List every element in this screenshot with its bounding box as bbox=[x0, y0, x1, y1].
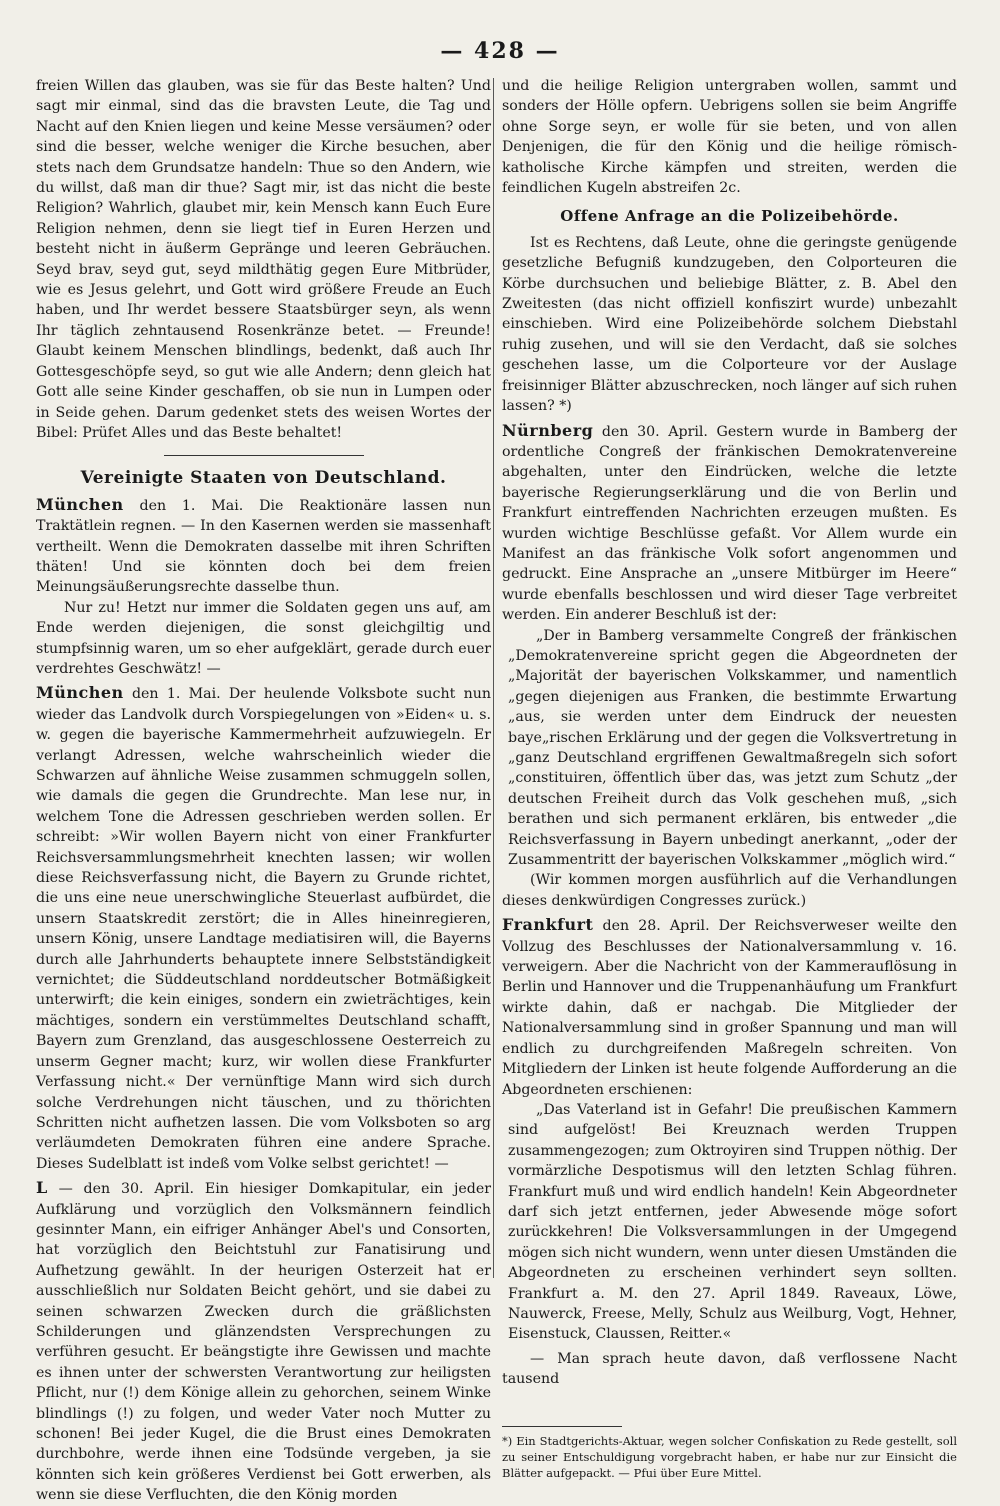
footnote-divider bbox=[502, 1426, 622, 1427]
article-frankfurt bbox=[502, 915, 957, 1100]
article-dateline: München bbox=[36, 494, 124, 514]
article-body: den 1. Mai. Der heulende Volksbote sucht nun wieder das Landvolk durch Vorspiegelungen von »Eiden« u. s. w. gegen die bayerische Kammermehrheit aufzuwiegeln. Er verlangt Adressen, welche wahrscheinlich wieder die Schwarzen auf ähnliche Weise zusammen schmuggeln sollen, wie damals die gegen die Grundrechte. Man lese nur, in welchem Tone die Adressen geschrieben werden sollen. Er schreibt: »Wir wollen Bayern nicht von einer Frankfurter Reichsversammlungsmehrheit knechten lassen; wir wollen diese Reichsverfassung nicht, die Bayern zu Grunde richtet, die uns eine neue unerschwingliche Steuerlast aufbürdet, die unsern Staatskredit zerstört; die in Alles hineinregieren, unsern König, unsere Landtage mediatisiren will, die Bayerns durch alle Jahrhunderts behauptete innere Selbstständigkeit vernichtet; die Süddeutschland norddeutscher Botmäßigkeit unterwirft; die kein einiges, sondern ein zwieträchtiges, kein mächtiges, sondern ein verstümmeltes Deutschland schafft, Bayern zum Grenzland, das ausgeschlossene Oesterreich zu unserm Gegner macht; kurz, wir wollen diese Frankfurter Verfassung nicht.« Der vernünftige Mann wird sich durch solche Verdrehungen nicht täuschen, und zu thörichten Schritten nicht aufhetzen lassen. Die vom Volksboten so arg verläumdeten Demokraten führen eine andere Sprache. Dieses Sudelblatt ist indeß vom Volke selbst gerichtet! — bbox=[36, 686, 492, 1172]
left-column bbox=[36, 76, 491, 1506]
article-body: den 28. April. Der Reichsverweser weilte den Vollzug des Beschlusses der Nationalversammlung v. 16. verweigern. Aber die Nachricht von der Kammerauflösung in Berlin und Hannover und die Truppenanhäufung um Frankfurt wirkte dahin, daß er nachgab. Die Mitglieder der Nationalversammlung sind in großer Spannung und man will endlich zu durchgreifenden Maßregeln schreiten. Von Mitgliedern der Linken ist heute folgende Aufforderung an die Abgeordneten erschienen: bbox=[502, 918, 957, 1098]
article-muenchen-1 bbox=[36, 495, 491, 598]
article-body: — den 30. April. Ein hiesiger Domkapitular, ein jeder Aufklärung und vorzüglich den Volksmännern feindlich gesinnter Mann, ein eifriger Anhänger Abel's und Consorten, hat vorzüglich den Beichtstuhl zur Fanatisirung und Aufhetzung gewählt. In der heurigen Osterzeit hat er ausschließlich nur Soldaten Beicht gehört, und sie dabei zu seinen schwarzen Zwecken durch die gräßlichsten Schilderungen und glänzendsten Versprechungen zu verführen gesucht. Er beängstigte ihre Gewissen und machte es ihnen unter der schwersten Verantwortung zur heiligsten Pflicht, nur (!) dem Könige allein zu gehorchen, seinem Winke blindlings (!) zu folgen, und weder Vater noch Mutter zu schonen! Bei jeder Kugel, die die Brust eines Demokraten durchbohre, werde ihnen eine Todsünde vergeben, ja sie könnten sich kein größeres Verdienst bei Gott erwerben, als wenn sie diese Verfluchten, die den König morden bbox=[36, 1181, 491, 1504]
appeal-quote: „Das Vaterland ist in Gefahr! Die preußischen Kammern sind aufgelöst! Bei Kreuznach werden Truppen zusammengezogen; zum Oktroyiren sind Truppen nöthig. Der vormärzliche Despotismus will den letzten Schlag führen. Frankfurt muß und wird endlich handeln! Kein Abgeordneter darf sich jetzt entfernen, jeder Abwesende möge sofort zurückkehren! Die Volksversammlungen in der Umgegend mögen sich nicht wundern, wenn unter diesen Umständen die Abgeordneten zu erscheinen verhindert seyn sollten. Frankfurt a. M. den 27. April 1849. Raveaux, Löwe, Nauwerck, Freese, Melly, Schulz aus Weilburg, Vogt, Hehner, Eisenstuck, Claussen, Reitter.« bbox=[508, 1101, 957, 1343]
footnote: *) Ein Stadtgerichts-Aktuar, wegen solcher Confiskation zu Rede gestellt, soll zu seiner Entschuldigung vorgebracht haben, er habe nur zur Einsicht die Blätter aufgepackt. — Pfui über Eure Mittel. bbox=[502, 1433, 957, 1480]
page-number: — 428 — bbox=[440, 38, 560, 64]
column-divider bbox=[493, 78, 494, 1278]
inquiry-paragraph: Ist es Rechtens, daß Leute, ohne die geringste genügende gesetzliche Befugniß kundzugeben, den Colporteuren die Körbe durchsuchen und beliebige Blätter, z. B. Abel den Zweitesten (das nicht offiziell konfiszirt wurde) unbezahlt einschieben. Wird eine Polizeibehörde solchem Diebstahl ruhig zusehen, und will sie den Verdacht, daß sie solches geschehen lasse, um die Colporteure vor der Auslage freisinniger Blätter abzuschrecken, noch länger auf sich ruhen lassen? *) bbox=[502, 234, 957, 415]
closing-paragraph: — Man sprach heute davon, daß verflossene Nacht tausend bbox=[502, 1350, 957, 1388]
article-dateline: L bbox=[36, 1178, 48, 1198]
section-divider bbox=[164, 455, 364, 456]
article-body: den 30. April. Gestern wurde in Bamberg der ordentliche Congreß der fränkischen Demokratenvereine abgehalten, unter den Eindrücken, welche die letzte bayerische Regierungserklärung und die von Berlin und Frankfurt eintreffenden Nachrichten erzeugen mußten. Es wurden wichtige Beschlüsse gefaßt. Vor Allem wurde ein Manifest an das fränkische Volk sofort angenommen und gedruckt. Eine Ansprache an „unsere Mitbürger im Heere“ wurde ebenfalls beschlossen und wird dieser Tage verbreitet werden. Ein anderer Beschluß ist der: bbox=[502, 423, 958, 624]
section-heading: Vereinigte Staaten von Deutschland. bbox=[80, 468, 447, 489]
editorial-note: (Wir kommen morgen ausführlich auf die Verhandlungen dieses denkwürdigen Congresses zurück.) bbox=[502, 872, 957, 909]
article-nuernberg bbox=[502, 421, 957, 626]
article-l bbox=[36, 1178, 491, 1506]
continuation-paragraph: und die heilige Religion untergraben wollen, sammt und sonders der Hölle opfern. Uebrigens sollen sie beim Angriffe ohne Sorge seyn, er wolle für sie beten, und von allen Denjenigen, die für den König und die heilige römisch-katholische Kirche kämpfen und streiten, werden die feindlichen Kugeln abstreifen 2c. bbox=[502, 78, 957, 197]
article-body-continued: Nur zu! Hetzt nur immer die Soldaten gegen uns auf, am Ende werden diejenigen, die sonst gleichgiltig und stumpfsinnig waren, um so eher aufgeklärt, gerade durch euer verdrehtes Geschwätz! — bbox=[36, 599, 491, 677]
right-column bbox=[502, 76, 957, 1481]
article-dateline: Nürnberg bbox=[502, 420, 594, 440]
article-body: den 1. Mai. Die Reaktionäre lassen nun Traktätlein regnen. — In den Kasernen werden sie massenhaft vertheilt. Wenn die Demokraten dasselbe mit ihren Schriften thäten! Und sie könnten doch bei dem freien Meinungsäußerungsrechte dasselbe thun. bbox=[36, 497, 491, 596]
article-dateline: München bbox=[36, 683, 124, 703]
inquiry-heading: Offene Anfrage an die Polizeibehörde. bbox=[560, 207, 899, 226]
article-dateline: Frankfurt bbox=[502, 915, 594, 935]
article-muenchen-2 bbox=[36, 683, 491, 1174]
intro-paragraph: freien Willen das glauben, was sie für das Beste halten? Und sagt mir einmal, sind das die bravsten Leute, die Tag und Nacht auf den Knien liegen und keine Messe versäumen? oder sind die besser, welche weniger die Kirche besuchen, aber stets nach dem Grundsatze handeln: Thue so den Andern, wie du willst, daß man dir thue? Sagt mir, ist das nicht die beste Religion? Wahrlich, glaubet mir, kein Mensch kann Euch Eure Religion nehmen, denn sie liegt tief in Euren Herzen und besteht nicht in äußerm Gepränge und leeren Gebräuchen. Seyd brav, seyd gut, seyd mildthätig gegen Eure Mitbrüder, wie es Jesus gelehrt, und Gott wird größere Freude an Euch haben, und Ihr werdet bessere Staatsbürger seyn, als wenn Ihr täglich zehntausend Rosenkränze betet. — Freunde! Glaubt keinem Menschen blindlings, bedenkt, daß auch Ihr Gottesgeschöpfe seyd, so gut wie alle Andern; denn gleich hat Gott alle seine Kinder geschaffen, ob sie nun in Lumpen oder in Seide gehen. Darum gedenket stets des weisen Wortes der Bibel: Prüfet Alles und das Beste behaltet! bbox=[36, 78, 491, 441]
resolution-quote: „Der in Bamberg versammelte Congreß der fränkischen „Demokratenvereine spricht gegen die Abgeordneten der „Majorität der bayerischen Volkskammer, und namentlich „gegen diejenigen aus Franken, die bestimmte Erwartung „aus, sie werden unter dem Eindruck der neuesten baye„rischen Erklärung und der gegen die Volksvertretung in „ganz Deutschland ergriffenen Gewaltmaßregeln sich sofort „constituiren, öffentlich über das, was jetzt zum Schutz „der deutschen Freiheit durch das Volk geschehen muß, „sich berathen und sich permanent erklären, bis entweder „die Reichsverfassung in Bayern unbedingt anerkannt, „oder der Zusammentritt der bayerischen Volkskammer „möglich wird.“ bbox=[508, 627, 957, 869]
